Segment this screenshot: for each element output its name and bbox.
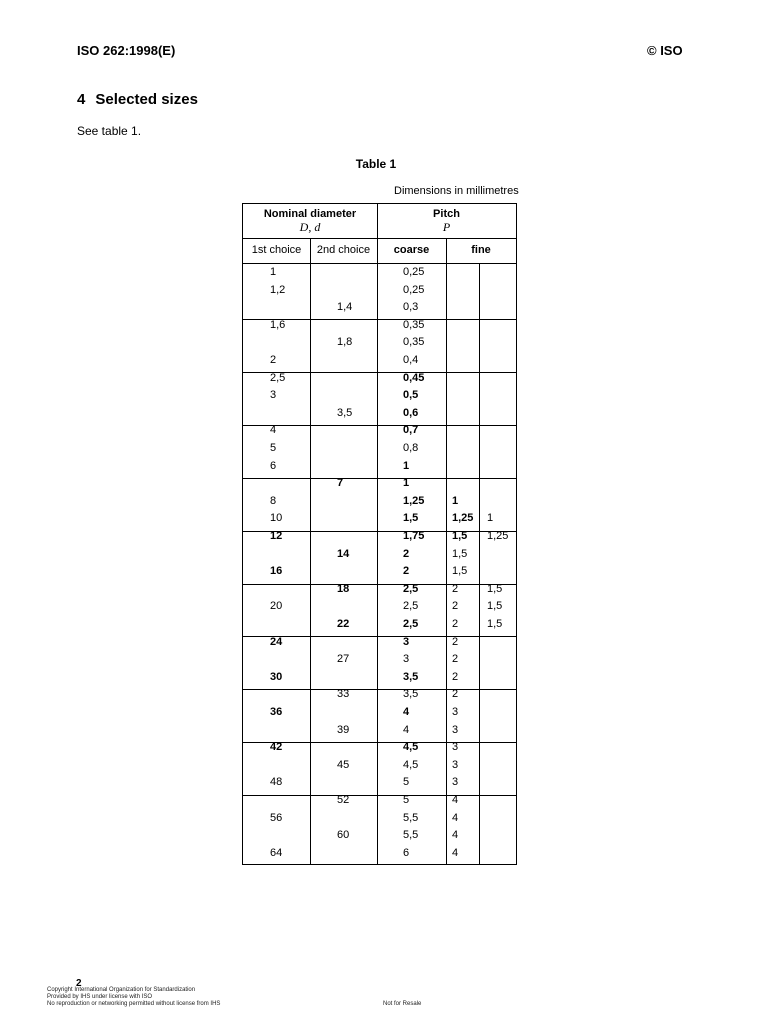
- cell-coarse-pitch: 3,5: [403, 688, 419, 701]
- cell-fine-pitch: 1,5: [452, 547, 468, 560]
- cell-coarse-pitch: 1,25: [403, 494, 425, 507]
- cell-1st-choice: 24: [270, 635, 283, 648]
- cell-coarse-pitch: 3: [403, 635, 410, 648]
- cell-2nd-choice: 18: [337, 582, 350, 595]
- cell-fine-pitch: 2: [452, 635, 459, 648]
- cell-coarse-pitch: 0,25: [403, 283, 425, 296]
- cell-fine-pitch: 2: [452, 600, 459, 613]
- table-caption: Table 1: [355, 157, 397, 171]
- cell-1st-choice: 42: [270, 741, 283, 754]
- cell-2nd-choice: 1,8: [337, 336, 353, 349]
- group-separator: [243, 531, 516, 532]
- cell-fine-pitch: 2: [452, 653, 459, 666]
- cell-1st-choice: 10: [270, 512, 283, 525]
- table-units-note: Dimensions in millimetres: [394, 185, 519, 197]
- cell-coarse-pitch: 2,5: [403, 600, 419, 613]
- cell-2nd-choice: 1,4: [337, 301, 353, 314]
- group-separator: [243, 478, 516, 479]
- cell-1st-choice: 36: [270, 706, 283, 718]
- cell-fine-pitch: 3: [452, 706, 459, 718]
- cell-coarse-pitch: 4: [403, 723, 410, 736]
- cell-1st-choice: 1,2: [270, 283, 286, 296]
- cell-fine-pitch: 2: [452, 688, 459, 701]
- document-code: ISO 262:1998(E): [77, 43, 176, 58]
- cell-2nd-choice: 52: [337, 794, 350, 806]
- cell-fine-pitch: 3: [452, 741, 459, 754]
- col-divider-fine: [479, 263, 480, 865]
- cell-coarse-pitch: 1: [403, 459, 410, 472]
- cell-coarse-pitch: 0,6: [403, 406, 419, 419]
- copyright-mark: © ISO: [647, 43, 683, 58]
- resale-notice: Not for Resale: [383, 1001, 422, 1007]
- col-header-coarse: coarse: [393, 244, 430, 256]
- license-footer: [47, 987, 220, 1008]
- cell-1st-choice: 4: [270, 424, 277, 437]
- cell-fine-pitch-2: 1,5: [487, 618, 503, 630]
- nominal-diameter-header: [243, 208, 377, 235]
- cell-coarse-pitch: 1,75: [403, 530, 425, 542]
- cell-1st-choice: 2,5: [270, 371, 286, 384]
- cell-1st-choice: 30: [270, 670, 283, 683]
- cell-fine-pitch: 1,5: [452, 530, 468, 542]
- cell-coarse-pitch: 3: [403, 653, 410, 666]
- cell-coarse-pitch: 0,25: [403, 266, 425, 278]
- cell-coarse-pitch: 5: [403, 776, 410, 789]
- section-body-text: See table 1.: [77, 124, 142, 138]
- cell-coarse-pitch: 2,5: [403, 582, 419, 595]
- pitch-label: Pitch: [433, 208, 460, 220]
- cell-fine-pitch: 4: [452, 846, 459, 859]
- section-number: 4: [77, 91, 86, 108]
- header-divider: [243, 238, 516, 239]
- cell-2nd-choice: 27: [337, 653, 350, 666]
- cell-fine-pitch: 3: [452, 776, 459, 789]
- cell-1st-choice: 5: [270, 442, 277, 454]
- cell-1st-choice: 48: [270, 776, 283, 789]
- cell-fine-pitch: 1,5: [452, 565, 468, 578]
- cell-1st-choice: 8: [270, 494, 277, 507]
- cell-coarse-pitch: 4: [403, 706, 410, 718]
- cell-1st-choice: 64: [270, 846, 283, 859]
- cell-fine-pitch-2: 1,5: [487, 582, 503, 595]
- thread-sizes-table: [242, 203, 517, 865]
- nominal-diameter-symbol: D, d: [299, 220, 321, 234]
- cell-coarse-pitch: 5,5: [403, 811, 419, 824]
- cell-coarse-pitch: 3,5: [403, 670, 419, 683]
- group-separator: [243, 742, 516, 743]
- col-header-2nd-choice: 2nd choice: [316, 244, 371, 256]
- section-heading: [77, 91, 198, 108]
- cell-fine-pitch: 2: [452, 582, 459, 595]
- cell-2nd-choice: 7: [337, 477, 344, 490]
- cell-fine-pitch: 2: [452, 618, 459, 630]
- cell-1st-choice: 3: [270, 389, 277, 402]
- cell-coarse-pitch: 4,5: [403, 758, 419, 771]
- section-title: Selected sizes: [95, 91, 198, 108]
- header-bottom-rule: [243, 263, 516, 264]
- cell-coarse-pitch: 0,8: [403, 442, 419, 454]
- cell-2nd-choice: 60: [337, 829, 350, 842]
- group-separator: [243, 689, 516, 690]
- cell-fine-pitch: 4: [452, 811, 459, 824]
- pitch-header: [377, 208, 516, 235]
- cell-1st-choice: 16: [270, 565, 283, 578]
- cell-fine-pitch: 1: [452, 494, 459, 507]
- cell-2nd-choice: 14: [337, 547, 350, 560]
- cell-2nd-choice: 22: [337, 618, 350, 630]
- cell-coarse-pitch: 5: [403, 794, 410, 806]
- page-number: 2: [76, 978, 82, 989]
- cell-1st-choice: 56: [270, 811, 283, 824]
- cell-2nd-choice: 45: [337, 758, 350, 771]
- cell-1st-choice: 2: [270, 354, 277, 366]
- cell-coarse-pitch: 0,3: [403, 301, 419, 314]
- cell-fine-pitch: 4: [452, 829, 459, 842]
- footer-line: No reproduction or networking permitted without license from IHS: [47, 1001, 221, 1007]
- cell-fine-pitch: 4: [452, 794, 459, 806]
- cell-fine-pitch-2: 1,5: [487, 600, 503, 613]
- col-divider-1st-2nd: [310, 238, 311, 865]
- cell-coarse-pitch: 0,35: [403, 318, 425, 331]
- cell-coarse-pitch: 0,4: [403, 354, 419, 366]
- col-divider-coarse-fine: [446, 238, 447, 865]
- group-separator: [243, 584, 516, 585]
- cell-coarse-pitch: 2,5: [403, 618, 419, 630]
- cell-coarse-pitch: 0,35: [403, 336, 425, 349]
- cell-coarse-pitch: 0,7: [403, 424, 419, 437]
- cell-1st-choice: 1,6: [270, 318, 286, 331]
- cell-2nd-choice: 33: [337, 688, 350, 701]
- cell-fine-pitch: 3: [452, 723, 459, 736]
- cell-coarse-pitch: 1,5: [403, 512, 419, 525]
- col-header-fine: fine: [471, 244, 491, 256]
- cell-2nd-choice: 39: [337, 723, 350, 736]
- cell-1st-choice: 1: [270, 266, 277, 278]
- cell-fine-pitch: 3: [452, 758, 459, 771]
- cell-1st-choice: 20: [270, 600, 283, 613]
- cell-coarse-pitch: 2: [403, 565, 410, 578]
- cell-1st-choice: 6: [270, 459, 277, 472]
- cell-1st-choice: 12: [270, 530, 283, 542]
- group-separator: [243, 636, 516, 637]
- cell-coarse-pitch: 0,5: [403, 389, 419, 402]
- cell-fine-pitch: 1,25: [452, 512, 474, 525]
- col-divider-nominal-pitch: [377, 204, 378, 865]
- footer-line: Copyright International Organization for Standardization: [47, 987, 196, 993]
- cell-2nd-choice: 3,5: [337, 406, 353, 419]
- pitch-symbol: P: [442, 220, 451, 234]
- footer-line: Provided by IHS under license with ISO: [47, 994, 153, 1000]
- col-header-1st-choice: 1st choice: [251, 244, 302, 256]
- nominal-diameter-label: Nominal diameter: [263, 208, 357, 220]
- group-separator: [243, 795, 516, 796]
- group-separator: [243, 425, 516, 426]
- cell-fine-pitch-2: 1,25: [487, 530, 509, 542]
- cell-coarse-pitch: 6: [403, 846, 410, 859]
- cell-coarse-pitch: 4,5: [403, 741, 419, 754]
- cell-coarse-pitch: 0,45: [403, 371, 425, 384]
- cell-fine-pitch: 2: [452, 670, 459, 683]
- cell-coarse-pitch: 1: [403, 477, 410, 490]
- cell-coarse-pitch: 5,5: [403, 829, 419, 842]
- cell-fine-pitch-2: 1: [487, 512, 494, 525]
- cell-coarse-pitch: 2: [403, 547, 410, 560]
